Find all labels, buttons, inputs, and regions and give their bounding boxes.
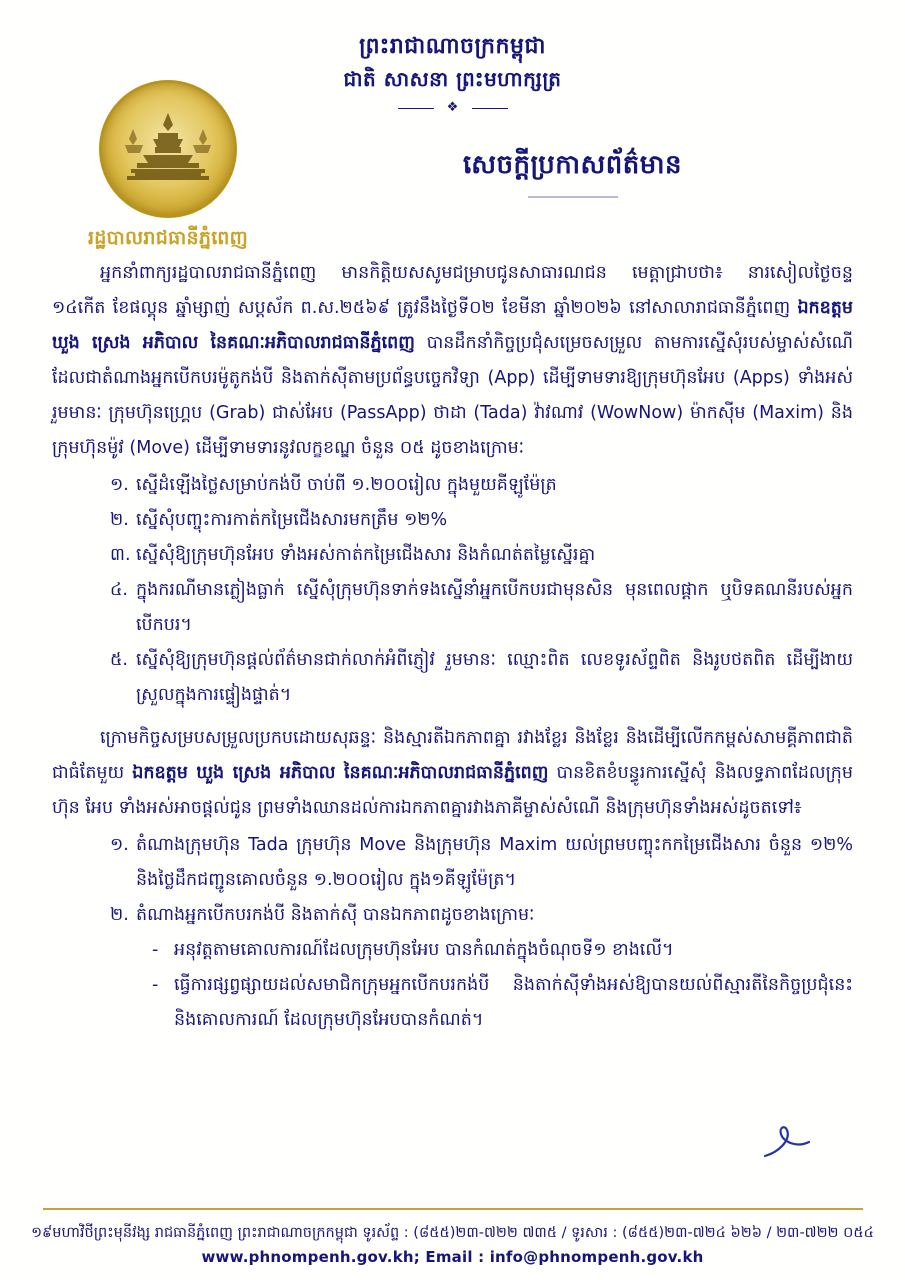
list-item-text: ស្នើសុំឱ្យក្រុមហ៊ុនផ្ដល់ព័ត៌មានជាក់លាក់អំពីភ្ញៀវ រួមមានៈ ឈ្មោះពិត លេខទូរស័ព្ទពិត និងរូបថតពិត ដើម្បីងាយស្រួលក្នុងការផ្ទៀងផ្ទាត់។ <box>136 650 853 705</box>
footer-address: ១៩មហាវិថីព្រះមុនីវង្ស រាជធានីភ្នំពេញ ព្រះរាជាណាចក្រកម្ពុជា ទូរស័ព្ទ : (៨៥៥)២៣-៧២២ ៧៣៥ / ទូរសារ : (៨៥៥)២៣-៧២៤ ៦២៦ / ២៣-៧២២ ០៥៤ <box>31 1225 874 1242</box>
list-marker: - <box>152 940 159 960</box>
list-item <box>110 503 853 538</box>
list-item <box>110 643 853 713</box>
list-item <box>110 828 853 898</box>
paragraph-agreement-part2: បានខិតខំបន្ធូរការស្នើសុំ និងលទ្ធភាពដែលក្រុមហ៊ុន អែប ទាំងអស់អាចផ្ដល់ជូន ព្រមទាំងឈានដល់ការឯកភាពគ្នារវាងភាគីម្ចាស់សំណើ និងក្រុមហ៊ុនទាំងអស់ដូចតទៅ៖ <box>52 763 853 818</box>
list-item-text: តំណាងក្រុមហ៊ុន Tada ក្រុមហ៊ុន Move និងក្រុមហ៊ុន Maxim យល់ព្រមបញ្ចុះកកម្រៃជើងសារ ចំនួន ១២% និងថ្លៃដឹកជញ្ជូនគោលចំនួន ១.២០០រៀល ក្នុង១គីឡូម៉ែត្រ។ <box>136 835 853 890</box>
list-marker: ១. <box>110 475 129 495</box>
paragraph-agreement-part1: ក្រោមកិច្ចសម្របសម្រួលប្រកបដោយសុឆន្ទៈ និងស្មារតីឯកភាពគ្នា រវាងខ្លែរ និងខ្លែរ និងដើម្បីលើកកម្ពស់សាមគ្គីភាពជាតិជាធំតែមួយ <box>52 728 853 783</box>
list-item-text: ស្នើដំឡើងថ្លៃសម្រាប់កង់បី ចាប់ពី ១.២០០រៀល ក្នុងមួយគីឡូម៉ែត្រ <box>136 475 557 495</box>
footer-divider <box>43 1208 863 1210</box>
list-item <box>110 538 853 573</box>
governor-name-1: ឯកឧត្តម ឃួង ស្រេង អភិបាល នៃគណៈអភិបាលរាជធានីភ្នំពេញ <box>52 298 853 353</box>
list-marker: ៥. <box>110 650 128 670</box>
list-marker: ១. <box>110 835 129 855</box>
list-marker: - <box>152 975 159 995</box>
list-item-text: ស្នើសុំបញ្ចុះការកាត់កម្រៃជើងសារមកត្រឹម ១២% <box>136 510 448 530</box>
list-item-text: អនុវត្តតាមគោលការណ៍ដែលក្រុមហ៊ុនអែប បានកំណត់ក្នុងចំណុចទី១ ខាងលើ។ <box>174 940 674 960</box>
document-footer <box>0 1208 905 1266</box>
agreements-sublist <box>52 933 853 1038</box>
list-item-text: ក្នុងករណីមានភ្លៀងធ្លាក់ ស្នើសុំក្រុមហ៊ុនទាក់ទងស្នើនាំអ្នកបើកបរជាមុនសិន មុនពេលផ្ដាក ឬបិទគណនីរបស់អ្នកបើកបរ។ <box>136 580 853 635</box>
list-item-text: ធ្វើការផ្សព្វផ្សាយដល់សមាជិកក្រុមអ្នកបើកបរកង់បី និងតាក់ស៊ីទាំងអស់ឱ្យបានយល់ពីស្មារតីនៃកិច្ចប្រជុំនេះ និងគោលការណ៍ ដែលក្រុមហ៊ុនអែបបានកំណត់។ <box>174 975 853 1030</box>
ornament-divider: ❖ <box>398 101 508 115</box>
agreements-list <box>52 828 853 933</box>
paragraph-agreement <box>52 721 853 826</box>
temple-emblem-glyph <box>113 109 223 189</box>
paragraph-intro-part1: អ្នកនាំពាក្យរដ្ឋបាលរាជធានីភ្នំពេញ មានកិត្តិយសសូមជម្រាបជូនសាធារណជន មេត្តាជ្រាបថា៖ នារសៀលថ្ងៃចន្ទ ១៤កើត ខែផល្គុន ឆ្នាំម្សាញ់ សប្ដស័ក ព.ស.២៥៦៩ ត្រូវនឹងថ្ងៃទី០២ ខែមីនា ឆ្នាំ២០២៦ នៅសាលារាជធានីភ្នំពេញ <box>52 263 853 318</box>
paragraph-intro-part2: បានដឹកនាំកិច្ចប្រជុំសម្រេចសម្រួល តាមការស្នើសុំរបស់ម្ចាស់សំណើ ដែលជាតំណាងអ្នកបើកបរម៉ូតូកង់បី និងតាក់ស៊ីតាមប្រព័ន្ធបច្ចេកវិទ្យា (App) ដើម្បីទាមទារឱ្យក្រុមហ៊ុនអែប (Apps) ទាំងអស់រួមមានៈ ក្រុមហ៊ុនហ្គ្រេប (Grab) ជាស់អែប (PassApp) ថាដា (Tada) វ៉ាវណាវ (WowNow) ម៉ាកស៊ីម (Maxim) និងក្រុមហ៊ុនម៉ូវ (Move) ដើម្បីទាមទារនូវលក្ខខណ្ឌ ចំនួន ០៥ ដូចខាងក្រោមៈ <box>52 333 853 458</box>
list-marker: ២. <box>110 510 129 530</box>
document-header <box>0 0 905 249</box>
paragraph-intro <box>52 256 853 466</box>
emblem-block <box>58 80 278 254</box>
signature-flourish-icon <box>757 1122 817 1162</box>
temple-emblem-icon <box>99 80 237 218</box>
list-item-text: តំណាងអ្នកបើកបរកង់បី និងតាក់ស៊ី បានឯកភាពដូចខាងក្រោមៈ <box>136 905 535 925</box>
signature-glyph <box>757 1122 817 1162</box>
document-body <box>52 256 853 1038</box>
governor-name-2: ឯកឧត្តម ឃួង ស្រេង អភិបាល នៃគណៈអភិបាលរាជធានីភ្នំពេញ <box>132 763 549 783</box>
list-item <box>110 468 853 503</box>
list-item <box>110 573 853 643</box>
list-marker: ៣. <box>110 545 131 565</box>
footer-website: www.phnompenh.gov.kh; Email : info@phnompenh.gov.kh <box>201 1248 704 1266</box>
list-item <box>152 933 853 968</box>
list-marker: ៤. <box>110 580 128 600</box>
kingdom-name: ព្រះរាជាណាចក្រកម្ពុជា <box>359 34 546 59</box>
page-title: សេចក្ដីប្រកាសព័ត៌មាន <box>462 150 683 180</box>
list-item-text: ស្នើសុំឱ្យក្រុមហ៊ុនអែប ទាំងអស់កាត់កម្រៃជើងសារ និងកំណត់តម្លៃស្នើរគ្នា <box>136 545 596 565</box>
list-marker: ២. <box>110 905 129 925</box>
demands-list <box>52 468 853 713</box>
list-item <box>110 898 853 933</box>
spacer <box>52 713 853 721</box>
administration-label: រដ្ឋបាលរាជធានីភ្នំពេញ <box>87 227 249 249</box>
announcement-heading-block <box>300 148 845 198</box>
title-underline <box>528 196 618 198</box>
national-motto: ជាតិ សាសនា ព្រះមហាក្សត្រ <box>343 67 562 91</box>
list-item <box>152 968 853 1038</box>
